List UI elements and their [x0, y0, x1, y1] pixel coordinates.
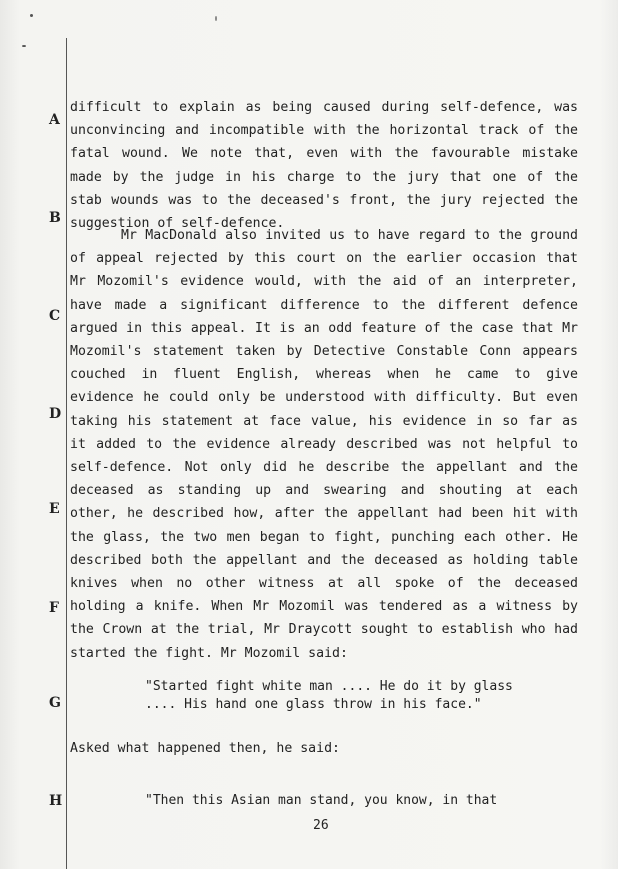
scan-speck — [215, 16, 217, 21]
scan-speck — [22, 45, 26, 47]
quote-2: "Then this Asian man stand, you know, in that — [145, 793, 498, 808]
margin-letter-a: A — [49, 112, 60, 128]
margin-rule — [66, 38, 67, 869]
margin-letter-g: G — [49, 695, 61, 711]
margin-letter-b: B — [49, 210, 61, 226]
margin-letter-e: E — [49, 501, 60, 517]
asked-line: Asked what happened then, he said: — [70, 741, 340, 756]
margin-letter-d: D — [49, 406, 62, 422]
page-number: 26 — [313, 818, 329, 833]
paragraph-2: Mr MacDonald also invited us to have regard to the ground of appeal rejected by this court on the earlier occasion that Mr Mozomil's evidence would, with the aid of an interpreter, have made a significant difference to the different defence argued in this appeal. It is an odd feature of the case that Mr Mozomil's statement taken by Detective Constable Conn appears couched in fluent English, whereas when he came to give evidence he could only be understood with difficulty. But even taking his statement at face value, his evidence in so far as it added to the evidence already described was not helpful to self-defence. Not only did he describe the appellant and the deceased as standing up and swearing and shouting at each other, he described how, after the appellant had been hit with the glass, the two men began to fight, punching each other. He described both the appellant and the deceased as holding table knives when no other witness at all spoke of the deceased holding a knife. When Mr Mozomil was tendered as a witness by the Crown at the trial, Mr Draycott sought to establish who had started the fight. Mr Mozomil said: — [70, 228, 578, 661]
margin-letter-h: H — [49, 793, 63, 809]
scan-speck — [30, 14, 33, 17]
quote-1: "Started fight white man .... He do it by glass .... His hand one glass throw in his face." — [145, 679, 513, 712]
paragraph-1: difficult to explain as being caused during self-defence, was unconvincing and incompatible with the horizontal track of the fatal wound. We note that, even with the favourable mistake made by the judge in his charge to the jury that one of the stab wounds was to the deceased's front, the jury rejected the suggestion of self-defence. — [70, 100, 578, 232]
margin-letter-c: C — [49, 308, 61, 324]
margin-letter-f: F — [49, 600, 59, 616]
